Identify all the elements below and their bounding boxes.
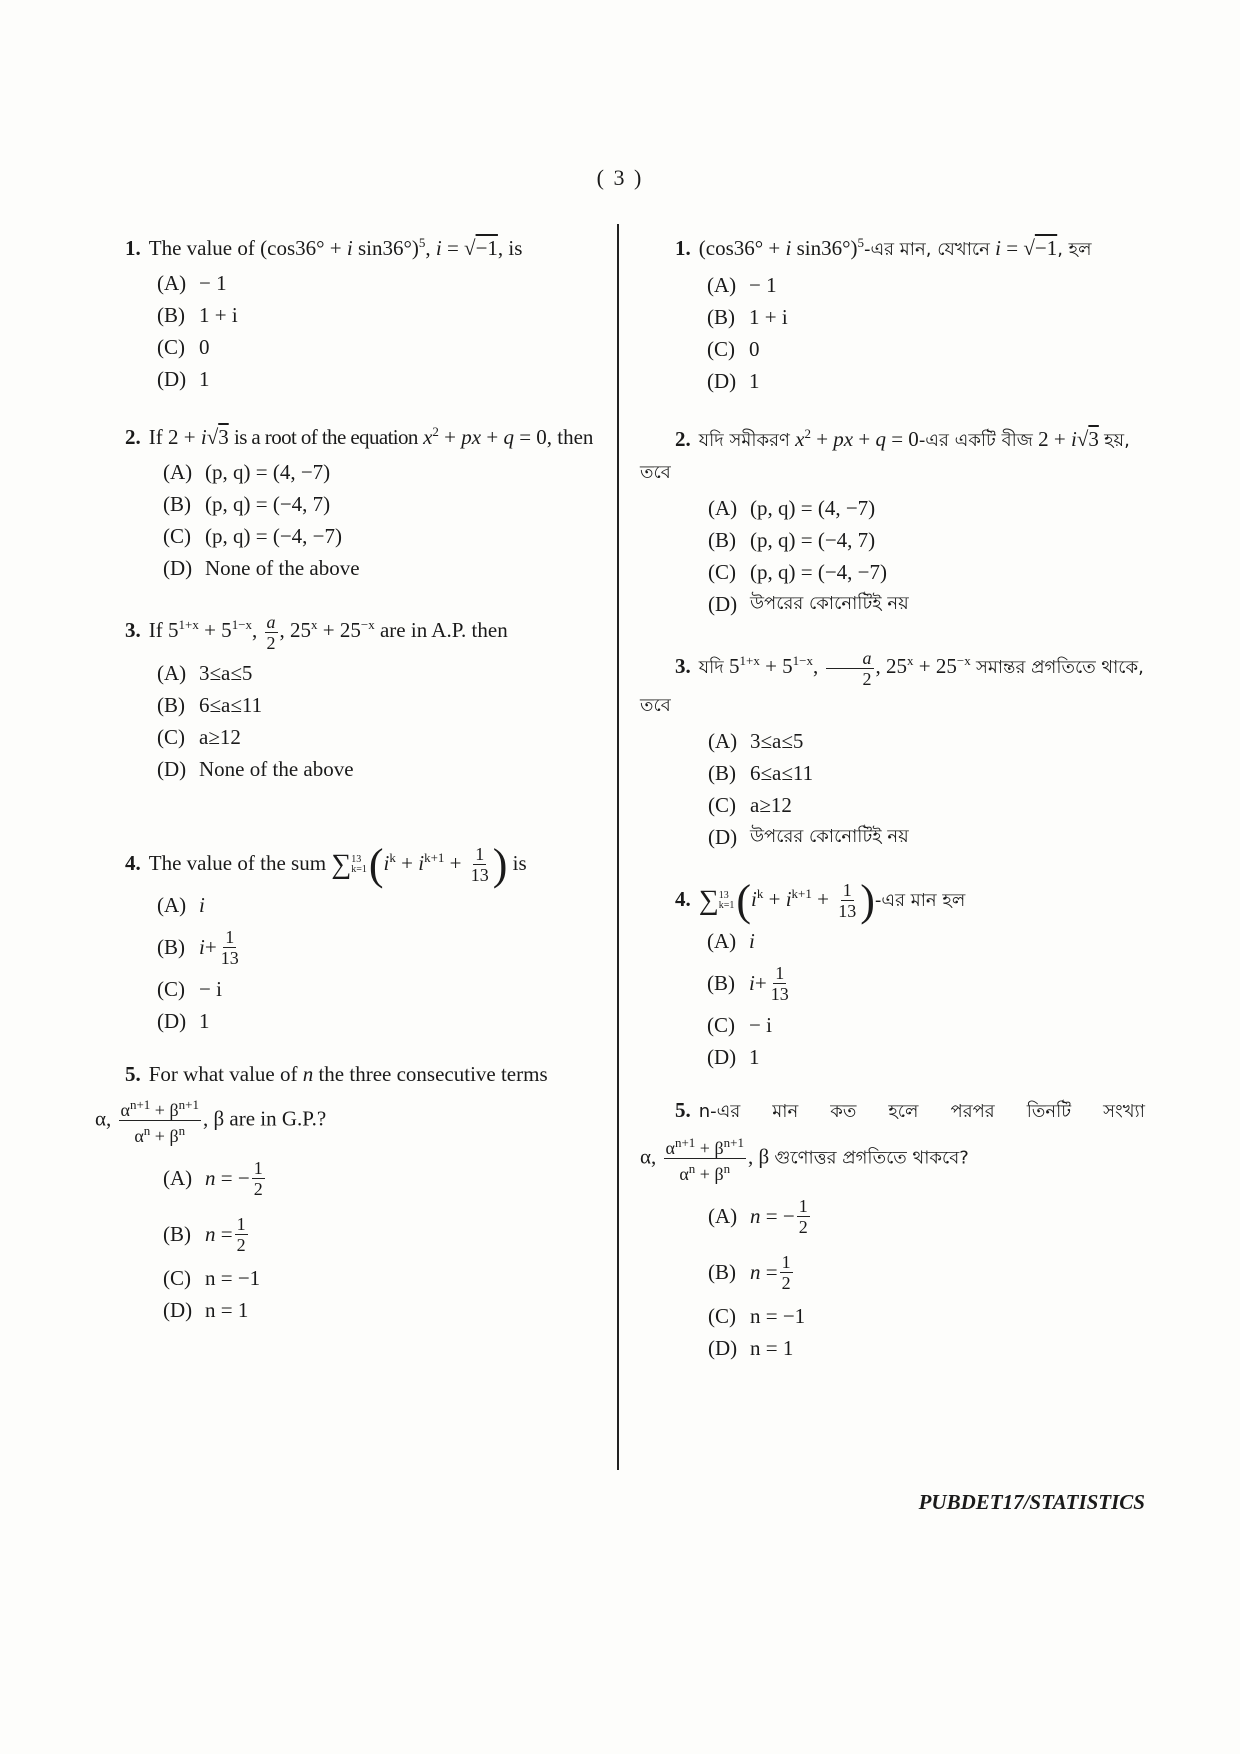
bengali-q1-opts-1: (B) <box>707 305 735 329</box>
english-q1-opts-2: (C) <box>157 335 185 359</box>
english-q2-stem_pre: If <box>148 425 163 449</box>
english-q2-vals-1: (p, q) = (−4, 7) <box>205 492 331 516</box>
english-q2-num: 2. <box>125 425 141 449</box>
question-2-bn <box>640 419 1145 620</box>
english-q4-opts-0: (A) <box>157 893 187 918</box>
question-5-en <box>95 1059 600 1326</box>
bengali-q1-stem_post: -এর মান, যেখানে <box>863 239 990 260</box>
english-q1-vals-2: 0 <box>199 335 210 359</box>
option-c[interactable] <box>708 789 1145 821</box>
option-b[interactable]: (B) n = $\frac{1}{2}$ <box>163 1206 600 1262</box>
english-q1-opts-0: (A) <box>157 271 187 295</box>
option-a[interactable] <box>163 456 600 488</box>
option-c[interactable] <box>163 520 600 552</box>
bengali-q3-vals-2: a≥12 <box>750 792 792 817</box>
english-q1-vals-3: 1 <box>199 367 210 391</box>
english-q3-opts-1: (B) <box>157 692 185 717</box>
question-stem: 1. The value of (cos36° + i sin36°)$^5$, i = √−1, is <box>125 235 523 260</box>
bengali-q4-stem_post: -এর মান হল <box>874 889 966 911</box>
english-q3-opts-0: (A) <box>157 660 187 685</box>
option-a[interactable] <box>708 492 1145 524</box>
bengali-q2-vals-1: (p, q) = (−4, 7) <box>750 528 876 552</box>
bengali-q1-opts-0: (A) <box>707 273 737 297</box>
english-q3-vals-1: 6≤a≤11 <box>199 692 263 717</box>
bengali-q1-stem_end: , হল <box>1057 239 1092 260</box>
option-b[interactable] <box>157 689 600 721</box>
english-q4-opts-2: (C) <box>157 977 185 1002</box>
english-q1-opts-1: (B) <box>157 303 185 327</box>
column-divider <box>617 224 619 1470</box>
english-q1-vals-1: 1 + i <box>199 303 238 327</box>
option-b[interactable]: (B) i + $\frac{1}{13}$ <box>707 957 1145 1009</box>
bengali-q1-vals-3: 1 <box>749 369 760 393</box>
question-2-en <box>95 417 600 584</box>
option-d[interactable] <box>157 363 600 395</box>
bengali-q2-num: 2. <box>675 427 691 451</box>
bengali-q1-vals-1: 1 + i <box>749 305 788 329</box>
bengali-q5-stem_post: গুণোত্তর প্রগতিতে থাকবে? <box>774 1147 969 1169</box>
question-stem: 5. For what value of n the three consecutive terms <box>125 1062 548 1087</box>
bengali-q3-vals-0: 3≤a≤5 <box>750 728 804 753</box>
bengali-q3-vals-1: 6≤a≤11 <box>750 760 814 785</box>
paper-code-footer: PUBDET17/STATISTICS <box>918 1490 1145 1514</box>
bengali-q3-opts-1: (B) <box>708 760 736 785</box>
option-a[interactable] <box>707 269 1145 301</box>
bengali-q1-opts-3: (D) <box>707 369 737 393</box>
bengali-q2-opts-0: (A) <box>708 496 738 520</box>
bengali-q5-num: 5. <box>675 1098 691 1123</box>
english-q5-num: 5. <box>125 1062 141 1087</box>
bengali-q5-opts-0: (A) <box>708 1204 738 1229</box>
bengali-q4-opts-1: (B) <box>707 971 735 996</box>
english-q5-stem_mid: the three consecutive terms <box>318 1062 548 1087</box>
bengali-q5-opts-1: (B) <box>708 1260 736 1285</box>
bengali-q4-vals-3: 1 <box>749 1045 760 1070</box>
english-q1-opts-3: (D) <box>157 367 187 391</box>
bengali-column <box>640 228 1145 1364</box>
bengali-q4-vals-0: i <box>749 929 755 954</box>
bengali-q2-opts-2: (C) <box>708 560 736 584</box>
english-q2-opts-2: (C) <box>163 524 191 548</box>
english-q4-num: 4. <box>125 850 141 875</box>
option-c[interactable] <box>707 333 1145 365</box>
bengali-q5-opts-2: (C) <box>708 1304 736 1329</box>
bengali-q4-num: 4. <box>675 886 691 911</box>
question-4-bn <box>675 875 1145 1074</box>
english-q3-num: 3. <box>125 618 141 642</box>
question-stem: 4. ∑ 13 k=1 ($i^k + i^{k+1}$ + $\frac{1}{13}$ )-এর মান হল <box>675 875 966 925</box>
english-q2-stem_mid: is a root of the equation <box>233 425 418 449</box>
option-d[interactable] <box>707 365 1145 397</box>
bengali-q1-vals-2: 0 <box>749 337 760 361</box>
english-q5-vals-3: n = 1 <box>205 1298 249 1323</box>
english-q5-stem_post: are in G.P.? <box>229 1106 327 1131</box>
english-q5-opts-3: (D) <box>163 1298 193 1323</box>
question-1-bn <box>675 228 1145 397</box>
bengali-q4-vals-2: − i <box>749 1013 772 1038</box>
bengali-q3-vals-3: উপরের কোনোটিই নয় <box>750 825 909 847</box>
option-b[interactable] <box>157 299 600 331</box>
option-c[interactable] <box>157 721 600 753</box>
english-q3-stem_post: are in A.P. then <box>379 618 508 642</box>
english-q1-num: 1. <box>125 236 141 260</box>
question-stem: 2. যদি সমীকরণ $x^2$ + px + q = 0-এর একটি বীজ 2 + i√3 হয়, তবে <box>640 426 1130 483</box>
bengali-q2-stem_pre: যদি সমীকরণ <box>698 430 790 451</box>
option-c[interactable] <box>163 1262 600 1294</box>
page-number: ( 3 ) <box>596 165 644 190</box>
option-b[interactable]: (B) n = $\frac{1}{2}$ <box>708 1244 1145 1300</box>
option-a[interactable] <box>707 925 1145 957</box>
english-q1-vals-0: − 1 <box>199 271 227 295</box>
bengali-q3-stem_pre: যদি <box>698 657 724 678</box>
bengali-q5-stem_pre: n-এর মান কত হলে পরপর তিনটি সংখ্যা <box>698 1101 1145 1123</box>
option-c[interactable] <box>157 973 600 1005</box>
question-1-en <box>125 228 600 395</box>
option-b[interactable] <box>708 524 1145 556</box>
english-q3-stem_pre: If <box>148 618 163 642</box>
question-5-bn <box>640 1095 1145 1364</box>
english-q5-stem_pre: For what value of <box>148 1062 298 1087</box>
bengali-q2-stem_post: হয়, তবে <box>640 430 1130 483</box>
question-stem <box>640 1095 1145 1127</box>
bengali-q2-opts-3: (D) <box>708 592 738 616</box>
english-q4-stem_pre: The value of the sum <box>148 850 327 875</box>
english-q3-opts-2: (C) <box>157 724 185 749</box>
option-d[interactable] <box>708 1332 1145 1364</box>
option-a[interactable]: (A) n = − $\frac{1}{2}$ <box>708 1188 1145 1244</box>
bengali-q1-opts-2: (C) <box>707 337 735 361</box>
bengali-q2-opts-1: (B) <box>708 528 736 552</box>
english-q5-opts-0: (A) <box>163 1166 193 1191</box>
option-d[interactable] <box>708 588 1145 620</box>
option-d[interactable] <box>708 821 1145 853</box>
english-q5-vals-2: n = −1 <box>205 1266 261 1291</box>
option-a[interactable] <box>157 267 600 299</box>
option-a[interactable]: (A) n = − $\frac{1}{2}$ <box>163 1150 600 1206</box>
bengali-q1-num: 1. <box>675 236 691 260</box>
english-q2-stem_post: , then <box>546 425 594 449</box>
option-d[interactable] <box>163 1294 600 1326</box>
question-stem: 3. If $5^{1+x} + 5^{1-x}$, $\frac{a}{2}$ , $25^x + 25^{-x}$ are in A.P. then <box>125 611 508 653</box>
bengali-q3-opts-0: (A) <box>708 728 738 753</box>
bengali-q1-vals-0: − 1 <box>749 273 777 297</box>
question-3-en <box>125 610 600 785</box>
question-stem: 2. If 2 + i√3 is a root of the equation $x^2$ + px + q = 0, then <box>125 424 594 449</box>
question-4-en <box>125 839 600 1038</box>
bengali-q4-opts-2: (C) <box>707 1013 735 1038</box>
english-q3-vals-0: 3≤a≤5 <box>199 660 253 685</box>
option-d[interactable] <box>157 1005 600 1037</box>
question-stem-line-2: α, $\frac{\alpha^{n+1} + \beta^{n+1}}{\alpha^n + \beta^n}$ , β গুণোত্তর প্রগতিতে থাকবে? <box>640 1135 969 1185</box>
option-d[interactable] <box>707 1041 1145 1073</box>
option-b[interactable] <box>708 757 1145 789</box>
english-q2-vals-2: (p, q) = (−4, −7) <box>205 524 343 548</box>
question-stem: 3. যদি $5^{1+x} + 5^{1-x}$, $\frac{a}{2}$ , $25^x + 25^{-x}$ সমান্তর প্রগতিতে থাকে, তবে <box>640 647 1144 716</box>
english-q2-opts-1: (B) <box>163 492 191 516</box>
english-q4-vals-2: − i <box>199 977 222 1002</box>
option-b[interactable]: (B) i + $\frac{1}{13}$ <box>157 921 600 973</box>
option-a[interactable] <box>708 725 1145 757</box>
bengali-q2-stem_mid: -এর একটি বীজ <box>918 430 1033 451</box>
english-q2-opts-0: (A) <box>163 460 193 484</box>
option-c[interactable] <box>157 331 600 363</box>
bengali-q3-opts-3: (D) <box>708 824 738 849</box>
english-q4-opts-1: (B) <box>157 935 185 960</box>
english-q1-stem_pre: The value of <box>148 236 255 260</box>
english-q3-opts-3: (D) <box>157 756 187 781</box>
english-q5-opts-2: (C) <box>163 1266 191 1291</box>
bengali-q3-num: 3. <box>675 654 691 678</box>
option-c[interactable] <box>708 1300 1145 1332</box>
english-q4-vals-3: 1 <box>199 1009 210 1034</box>
bengali-q3-stem_post: সমান্তর প্রগতিতে থাকে, তবে <box>640 657 1144 716</box>
option-a[interactable] <box>157 889 600 921</box>
bengali-q2-vals-2: (p, q) = (−4, −7) <box>750 560 888 584</box>
english-q3-vals-3: None of the above <box>199 756 354 781</box>
bengali-q5-vals-2: n = −1 <box>750 1304 806 1329</box>
bengali-q5-vals-3: n = 1 <box>750 1336 794 1361</box>
english-q3-vals-2: a≥12 <box>199 724 241 749</box>
english-q4-opts-3: (D) <box>157 1009 187 1034</box>
english-q4-vals-0: i <box>199 893 205 918</box>
option-b[interactable] <box>707 301 1145 333</box>
english-column <box>95 228 600 1326</box>
option-d[interactable] <box>163 552 600 584</box>
english-q2-vals-0: (p, q) = (4, −7) <box>205 460 331 484</box>
option-b[interactable] <box>163 488 600 520</box>
option-a[interactable] <box>157 657 600 689</box>
question-stem-line-2: α, $\frac{\alpha^{n+1} + \beta^{n+1}}{\alpha^n + \beta^n}$ , β are in G.P.? <box>95 1097 327 1147</box>
bengali-q4-opts-0: (A) <box>707 929 737 954</box>
bengali-q3-opts-2: (C) <box>708 792 736 817</box>
question-3-bn <box>640 646 1145 853</box>
english-q2-opts-3: (D) <box>163 556 193 580</box>
option-c[interactable] <box>708 556 1145 588</box>
english-q4-stem_post: is <box>512 850 527 875</box>
question-stem: 1. (cos36° + i sin36°)$^5$-এর মান, যেখানে i = √−1, হল <box>675 235 1092 260</box>
english-q5-opts-1: (B) <box>163 1222 191 1247</box>
bengali-q2-vals-3: উপরের কোনোটিই নয় <box>750 593 909 614</box>
option-d[interactable] <box>157 753 600 785</box>
option-c[interactable] <box>707 1009 1145 1041</box>
bengali-q4-opts-3: (D) <box>707 1045 737 1070</box>
question-stem: 4. The value of the sum ∑ 13 k=1 ($i^k + i^{k+1}$ + $\frac{1}{13}$ ) is <box>125 839 527 889</box>
english-q2-vals-3: None of the above <box>205 556 360 580</box>
bengali-q2-vals-0: (p, q) = (4, −7) <box>750 496 876 520</box>
bengali-q5-opts-3: (D) <box>708 1336 738 1361</box>
english-q1-stem_post: , is <box>497 236 523 260</box>
